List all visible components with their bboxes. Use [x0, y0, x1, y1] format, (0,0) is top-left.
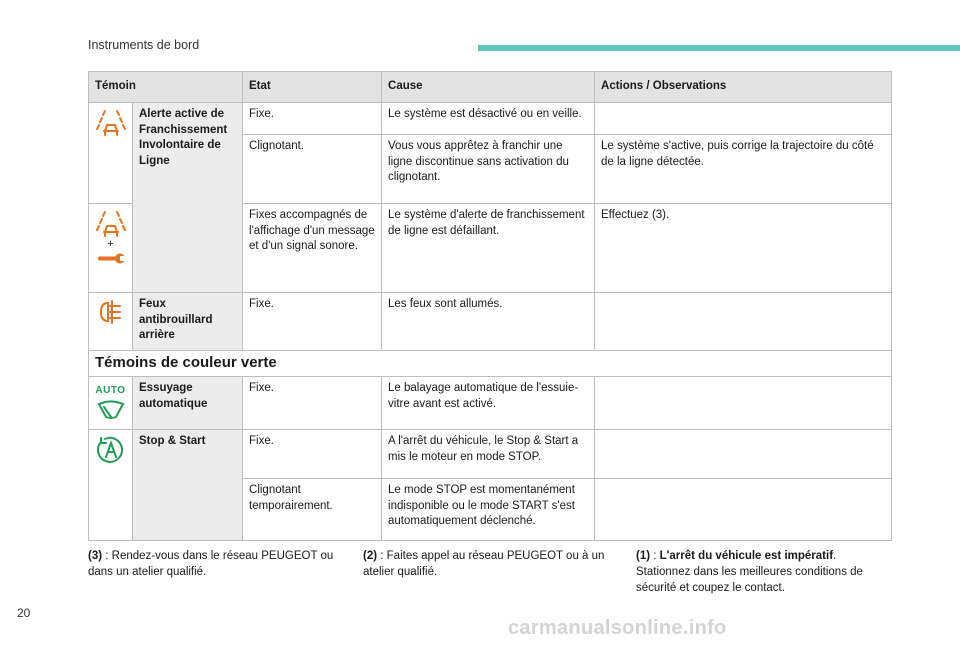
lane-alert-name: Alerte active de Franchissement Involontaire de Ligne [133, 103, 243, 293]
stop-start-cause-2: Le mode STOP est momentanément indisponible ou le mode START s'est automatiquement déclenché. [382, 479, 595, 541]
footnote-label: (1) [636, 550, 651, 562]
lane-departure-icon [96, 109, 126, 137]
footnote-text-after: . Stationnez dans les meilleures conditions de sécurité et coupez le contact. [636, 550, 863, 594]
table-row [89, 103, 892, 135]
wiper-icon-cell [89, 377, 133, 430]
column-header-temoin: Témoin [89, 72, 243, 103]
table-row [89, 430, 892, 479]
lane-alert-action-1 [595, 103, 892, 135]
fog-action [595, 293, 892, 351]
table-header-row [89, 72, 892, 103]
wrench-icon [96, 250, 126, 266]
header-accent-bar [478, 45, 960, 51]
lane-alert-action-2: Le système s'active, puis corrige la trajectoire du côté de la ligne détectée. [595, 135, 892, 204]
lane-departure-icon [96, 210, 126, 238]
column-header-actions: Actions / Observations [595, 72, 892, 103]
wiper-cause: Le balayage automatique de l'essuie-vitre avant est activé. [382, 377, 595, 430]
wiper-action [595, 377, 892, 430]
footnote-text: : [650, 550, 660, 562]
watermark: carmanualsonline.info [508, 617, 727, 639]
plus-sign: + [107, 238, 114, 250]
footnote-text: : Faites appel au réseau PEUGEOT ou à un atelier qualifié. [363, 550, 605, 578]
page-number: 20 [17, 606, 31, 620]
auto-label: AUTO [95, 385, 126, 396]
fog-state: Fixe. [243, 293, 382, 351]
stop-start-action-2 [595, 479, 892, 541]
footnote-1 [636, 548, 891, 596]
lane-alert-state-2: Clignotant. [243, 135, 382, 204]
rear-fog-light-icon [96, 299, 126, 325]
footnote-3 [88, 548, 338, 580]
warning-lights-table [88, 71, 892, 541]
column-header-etat: Etat [243, 72, 382, 103]
footnote-label: (3) [88, 550, 103, 562]
group-row [89, 351, 892, 377]
wiper-name: Essuyage automatique [133, 377, 243, 430]
lane-alert-cause-1: Le système est désactivé ou en veille. [382, 103, 595, 135]
lane-alert-state-3: Fixes accompagnés de l'affichage d'un message et d'un signal sonore. [243, 204, 382, 293]
table-row [89, 377, 892, 430]
lane-alert-icon-cell [89, 103, 133, 204]
lane-alert-state-1: Fixe. [243, 103, 382, 135]
stop-start-icon [96, 436, 126, 464]
footnote-emphasis: L'arrêt du véhicule est impératif [659, 550, 834, 562]
lane-alert-action-3: Effectuez (3). [595, 204, 892, 293]
green-group-title: Témoins de couleur verte [89, 351, 892, 377]
column-header-cause: Cause [382, 72, 595, 103]
footnote-2 [363, 548, 625, 580]
stop-start-cause-1: A l'arrêt du véhicule, le Stop & Start a mis le moteur en mode STOP. [382, 430, 595, 479]
stop-start-state-2: Clignotant temporairement. [243, 479, 382, 541]
wiper-state: Fixe. [243, 377, 382, 430]
lane-alert-cause-2: Vous vous apprêtez à franchir une ligne discontinue sans activation du clignotant. [382, 135, 595, 204]
table-row [89, 293, 892, 351]
footnote-label: (2) [363, 550, 378, 562]
fog-icon-cell [89, 293, 133, 351]
stop-start-state-1: Fixe. [243, 430, 382, 479]
windscreen-wiper-icon [96, 399, 126, 421]
section-title: Instruments de bord [88, 38, 200, 52]
fog-name: Feux antibrouillard arrière [133, 293, 243, 351]
stop-start-icon-cell [89, 430, 133, 541]
lane-alert-fault-icon-cell [89, 204, 133, 293]
stop-start-action-1 [595, 430, 892, 479]
fog-cause: Les feux sont allumés. [382, 293, 595, 351]
stop-start-name: Stop & Start [133, 430, 243, 541]
footnote-text: : Rendez-vous dans le réseau PEUGEOT ou dans un atelier qualifié. [88, 550, 334, 578]
lane-alert-cause-3: Le système d'alerte de franchissement de ligne est défaillant. [382, 204, 595, 293]
